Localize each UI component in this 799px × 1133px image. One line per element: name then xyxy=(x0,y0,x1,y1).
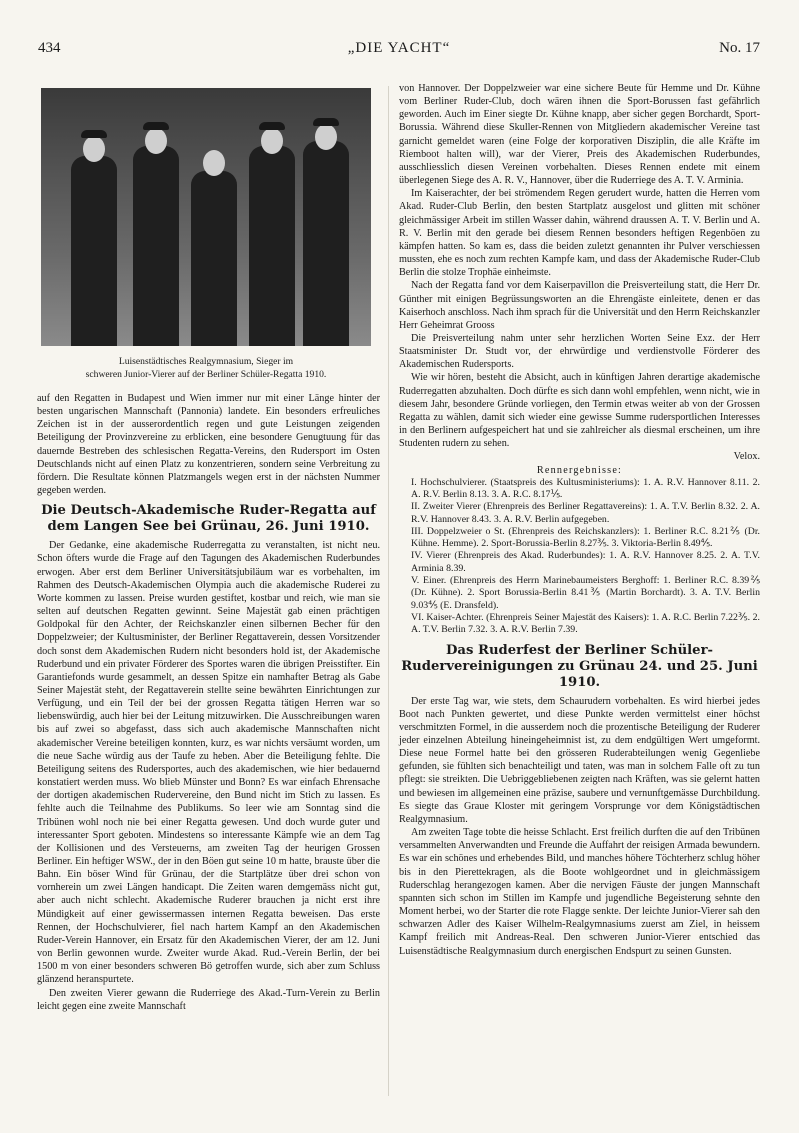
article-heading: Das Ruderfest der Berliner Schüler-Rudervereinigungen zu Grünau 24. und 25. Juni 1910. xyxy=(401,642,758,690)
journal-title: „DIE YACHT“ xyxy=(347,40,451,56)
team-photo xyxy=(41,88,371,346)
caption-line: schweren Junior-Vierer auf der Berliner Schüler-Regatta 1910. xyxy=(85,368,327,380)
result-item: I. Hochschulvierer. (Staatspreis des Kultusministeriums): 1. A. R.V. Hannover 8.11. 2. A. R.V. Berlin 8.13. 3. A. R.C. 8.17⅕. xyxy=(411,476,760,500)
result-item: II. Zweiter Vierer (Ehrenpreis des Berliner Regattavereins): 1. A. T.V. Berlin 8.32. 2. A. R.V. Hannover 8.43. 3. A. R.V. Berlin aufgegeben. xyxy=(411,501,760,525)
article-heading: Die Deutsch-Akademische Ruder-Regatta auf dem Langen See bei Grünau, 26. Juni 1910. xyxy=(41,503,376,535)
article-paragraph: Der erste Tag war, wie stets, dem Schaurudern vorbehalten. Es wird hierbei jedes Boot nach Punkten gewertet, und diese Punkte werden vermittelst einer höchst verschmitzten Formel, in die ausserdem noch die prozentische Beteiligung der Ruderer jeder einzelnen Abteilung hineingeheimnist ist, zu dem endgültigen Wert umgeformt. Diese neue Formel hatte bei den grösseren Ruderabteilungen wenig Gegenliebe gefunden, sie fühlten sich benachteiligt und taten, was man in solchem Falle oft zu tun pflegt: sie streikten. Die Uebriggebliebenen zeigten nach Kräften, was sie gelernt hatten und bewiesen im allgemeinen eine präzise, saubere und vernunftgemässe Durchbildung. Es siegte das Graue Kloster mit geringem Vorsprunge vor dem Königstädtischen Realgymnasium. xyxy=(399,695,760,825)
result-item: VI. Kaiser-Achter. (Ehrenpreis Seiner Majestät des Kaisers): 1. A. R.C. Berlin 7.22⅗. 2. A. T.V. Berlin 7.32. 3. A. R.V. Berlin 7.39. xyxy=(411,611,760,636)
result-item: IV. Vierer (Ehrenpreis des Akad. Ruderbundes): 1. A. R.V. Hannover 8.25. 2. A. T.V. Arminia 8.39. xyxy=(411,550,760,574)
article-paragraph: Nach der Regatta fand vor dem Kaiserpavillon die Preisverteilung statt, die Herr Dr. Günther mit einigen Begrüssungsworten an die Ehrengäste einleitete, denen er das Kaiserhoch anschloss. Nach ihm sprach für die Universität und den Herrn Reichskanzler Herr Geheimrat Grooss xyxy=(399,280,760,331)
results-title: Rennergebnisse: xyxy=(536,464,623,476)
page-number: 434 xyxy=(38,40,61,56)
column-divider xyxy=(388,86,389,1096)
article-paragraph: Der Gedanke, eine akademische Ruderregatta zu veranstalten, ist nicht neu. Schon öfters wurde die Frage auf den Tagungen des Akademischen Ruderbundes erwogen. Aber erst dem Berliner Universitätsjubiläum war es vorbehalten, im Rahmen des Deutsch-Akademischen Olympia auch die akademische Ruderei zu Worte kommen zu lassen. Preise wurden gestiftet, kostbar und reich, wie man sie selten auf deutschen Regatten gewinnt. Seine Majestät gab einen prächtigen Goldpokal für den Achter, der Reichskanzler einen silbernen Becher für den Doppelzweier; der Kultusminister, der Berliner Regattaverein, dessen Vorsitzender doch sonst dem Akademischen Rudern nicht besonders hold ist, der Akademische Ruderbund und ein privater Förderer des Sportes waren die übrigen Preisstifter. Ein Garantiefonds wurde gesammelt, an dessen Spitze ein namhafter Betrag als Gabe Seiner Majestät steht, der Regattaverein stellte seine bewährten Einrichtungen zur Verfügung, und ein Teil der bei der grossen Regatta tätigen Herren war so liebenswürdig, auch hier bei der Leitung mitzuwirken. Die Ausschreibungen waren bis auf zwei so abgefasst, dass sich auch akademische Mannschaften nicht akademischer Vereine beteiligen konnten, kurz, es war nichts versäumt worden, um die neue Sache würdig aus der Taufe zu heben. Aber die Beteiligung fehlte. Die Beteiligung seitens des Rudersportes, auch des akademischen, wie hier bedauernd konstatiert werden muss. Wo blieb Münster und Bonn? Es war einfach Ehrensache der dortigen akademischen Rudervereine, den Bund nicht im Stich zu lassen. Es fehlte auch die Teilnahme des Publikums. So leer wie am Sonntag sind die Tribünen wohl noch nie bei einer Regatta gewesen. Und doch wurde guter und interessanter Sport geboten. Mindestens so interessante Kämpfe wie an dem Tag der Kollisionen und des Versteuerns, am zweiten Tag der heurigen Grossen Berliner. Ein heftiger WSW., der in den Böen gut seine 10 m hatte, brauste über die Bahn. Ein böser Wind für Grünau, der die Startplätze über drei schon von vornherein um zwei Längen handicapt. Die Zeiten waren demgemäss nicht gut, aber auch nicht schlecht. Akademische Ruderer brauchen ja nicht erst ihre Mündigkeit auf einer gewissermassen internen Regatta beweisen. Das erste Rennen, der Hochschulvierer, fiel nach hartem Kampf an den Akademischen Ruder-Verein Hannover, ein Ersatz für den Akademischen Vierer, der am 12. Juni von Berlin gewonnen wurde. Zweiter wurde Akad. Rud.-Verein Berlin, der bei 1500 m von einer besonders schweren Bö getroffen wurde, sich aber zum Schluss glänzend heranspurtete. xyxy=(37,540,380,986)
photo-caption xyxy=(41,356,371,381)
caption-line: Luisenstädtisches Realgymnasium, Sieger im xyxy=(118,356,294,367)
issue-number: No. 17 xyxy=(719,40,760,56)
result-item: III. Doppelzweier o St. (Ehrenpreis des Reichskanzlers): 1. Berliner R.C. 8.21⅖ (Dr. Kühne. Hemme). 2. Sport-Borussia-Berlin 8.27⅗. 3. Viktoria-Berlin 8.49⅘. xyxy=(411,525,760,550)
article-paragraph: Den zweiten Vierer gewann die Ruderriege des Akad.-Turn-Verein zu Berlin leicht gegen eine zweite Mannschaft xyxy=(37,987,380,1012)
article-paragraph: Am zweiten Tage tobte die heisse Schlacht. Erst freilich durften die auf den Tribünen versammelten Anverwandten und Freunde die Auffahrt der reisigen Armada bewundern. Es war ein schönes und erhebendes Bild, und manches höhere Töchterherz schlug höher bis in den Pierettekragen, als die Boote wohlgeordnet und in gleichmässigem Ruderschlag herangezogen kamen. Aber die nervigen Fäuste der jungen Mannschaft spannten sich schon im Stillen im Kampfe und jugendliche Begeisterung sehnte den Moment herbei, wo der Starter die rote Flagge senkte. Der leichte Junior-Vierer sah den schwarzen Adler des Kaiser Wilhelm-Realgymnasiums zuerst am Ziel, in heissem Kampf freilich mit Andreas-Real. Den schweren Junior-Vierer entschied das Luisenstädtische Realgymnasium durch energischen Endspurt zu seinen Gunsten. xyxy=(399,827,760,957)
article-paragraph: Wie wir hören, besteht die Absicht, auch in künftigen Jahren derartige akademische Ruderregatten abzuhalten. Doch dürfte es sich dann wohl empfehlen, wenn nicht, wie in diesem Jahr, besondere Gründe vorliegen, den Termin etwas weiter ab von der Grossen Regatta zu wählen, damit sich wieder eine gewisse Summe rudersportlichen Interesses in den Berlinern aufgespeichert hat und sie zahlreicher als diesmal erscheinen, um ihre Studenten rudern zu sehen. xyxy=(399,372,760,450)
article-paragraph: Im Kaiserachter, der bei strömendem Regen gerudert wurde, hatten die Herren vom Akad. Ruder-Club Berlin, den besten Startplatz ausgelost und glitten mit schöner gleichmässiger Arbeit im stillen Wasser dahin, während draussen A. T. V. Berlin und A. R. V. Berlin mit den gerade bei diesem Rennen besonders heftigen Regenböen zu kämpfen hatten. So kam es, dass die beiden zuletzt genannten ihr Pulver verschiessen mussten, ehe es noch zum rechten Kampfe kam, und dass der Akademische Ruder-Club Berlin die stolze Trophäe einheimste. xyxy=(399,188,760,279)
intro-paragraph: auf den Regatten in Budapest und Wien immer nur mit einer Länge hinter der besten ungarischen Mannschaft (Pannonia) landete. Ein besonders erfreuliches Zeichen ist in der ausserordentlich regen und gute Leistungen zeigenden Beteiligung der Provinzvereine zu erblicken, eine besondere Genugtuung für das dauernde Bestreben des schlesischen Regatta-Vereins, den Rudersport im Osten Deutschlands nicht auf einen Platz zu konzentrieren, sondern seine Verbreitung zu fördern. Die Resultate können Platzmangels wegen erst in der nächsten Nummer gegeben werden. xyxy=(37,393,380,497)
article-paragraph: von Hannover. Der Doppelzweier war eine sichere Beute für Hemme und Dr. Kühne vom Berliner Ruder-Club, doch wären ihnen die Sport-Borussen fast gefährlich geworden. Auch im Einer siegte Dr. Kühne knapp, aber sicher gegen Borchardt, Sport-Borussia. Während diese Skuller-Rennen von Mitgliedern akademischer Vereine tast garnicht gemeldet waren (eine Folge der korporativen Disziplin, die alle Kräfte im Riemboot halten will), war der Vierer, Preis des Akademischen Ruderbundes, ausschliesslich diesen Vereinen vorbehalten. Dieses Rennen endete mit einem überlegenen Siege des A. R. V., Hannover, über die Ruderriege des A. T. V. Arminia. xyxy=(399,83,760,187)
author-signature: Velox. xyxy=(733,451,760,463)
left-column xyxy=(37,392,380,1013)
article-paragraph: Die Preisverteilung nahm unter sehr herzlichen Worten Seine Exz. der Herr Staatsminister Dr. Studt vor, der ehrwürdige und verdienstvolle Förderer des Akademischen Rudersports. xyxy=(399,332,760,371)
result-item: V. Einer. (Ehrenpreis des Herrn Marinebaumeisters Berghoff: 1. Berliner R.C. 8.39⅖ (Dr. Kühne). 2. Sport Borussia-Berlin 8.41⅗ (Martin Borchardt). 3. A. T.V. Berlin 9.03⅘ (E. Dransfeld). xyxy=(411,575,760,611)
page-header xyxy=(38,40,760,62)
results-list xyxy=(399,477,760,637)
right-column xyxy=(399,82,760,958)
